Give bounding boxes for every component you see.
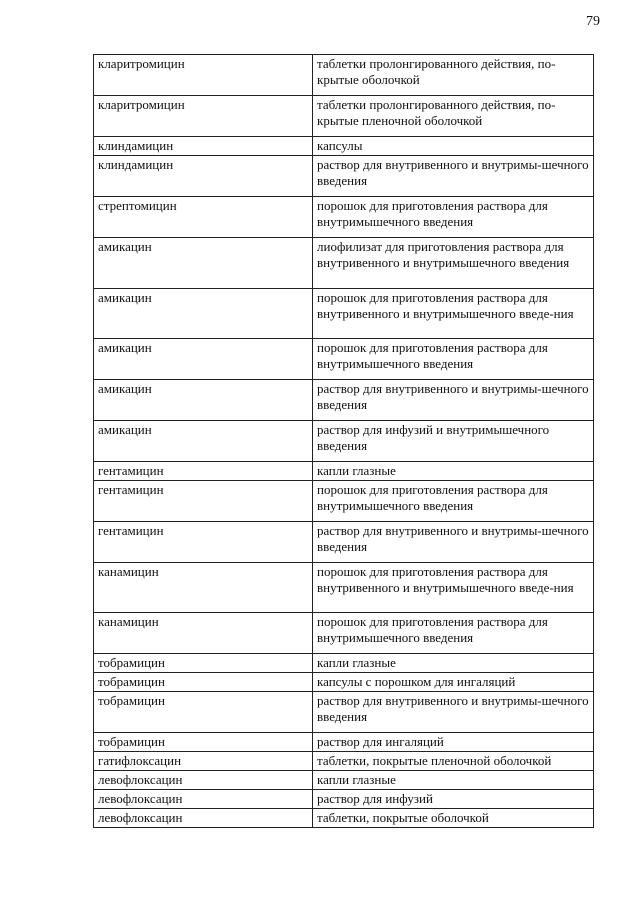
table-row — [94, 55, 594, 96]
table-row — [94, 289, 594, 339]
drug-name-cell: левофлоксацин — [94, 790, 313, 809]
dosage-form-cell: капли глазные — [313, 462, 594, 481]
drug-name-cell: гентамицин — [94, 462, 313, 481]
table-row — [94, 673, 594, 692]
drug-name-cell: гатифлоксацин — [94, 752, 313, 771]
drug-table-body — [94, 55, 594, 828]
table-row — [94, 563, 594, 613]
dosage-form-cell: раствор для внутривенного и внутримы-шечного введения — [313, 380, 594, 421]
drug-name-cell: канамицин — [94, 563, 313, 613]
dosage-form-cell: раствор для внутривенного и внутримы-шечного введения — [313, 522, 594, 563]
drug-name-cell: левофлоксацин — [94, 771, 313, 790]
table-row — [94, 462, 594, 481]
drug-name-cell: стрептомицин — [94, 197, 313, 238]
table-row — [94, 481, 594, 522]
dosage-form-cell: капсулы — [313, 137, 594, 156]
drug-name-cell: кларитромицин — [94, 55, 313, 96]
dosage-form-cell: порошок для приготовления раствора для внутривенного и внутримышечного введе-ния — [313, 289, 594, 339]
table-row — [94, 771, 594, 790]
table-row — [94, 790, 594, 809]
table-row — [94, 692, 594, 733]
dosage-form-cell: раствор для внутривенного и внутримы-шечного введения — [313, 692, 594, 733]
dosage-form-cell: капли глазные — [313, 654, 594, 673]
drug-name-cell: левофлоксацин — [94, 809, 313, 828]
dosage-form-cell: таблетки пролонгированного действия, по-крытые пленочной оболочкой — [313, 96, 594, 137]
dosage-form-cell: раствор для инфузий и внутримышечного введения — [313, 421, 594, 462]
page-number: 79 — [586, 14, 600, 29]
dosage-form-cell: порошок для приготовления раствора для внутримышечного введения — [313, 339, 594, 380]
dosage-form-cell: порошок для приготовления раствора для внутримышечного введения — [313, 197, 594, 238]
drug-name-cell: амикацин — [94, 238, 313, 289]
drug-table — [93, 54, 594, 828]
table-row — [94, 96, 594, 137]
drug-name-cell: амикацин — [94, 421, 313, 462]
dosage-form-cell: таблетки, покрытые пленочной оболочкой — [313, 752, 594, 771]
drug-name-cell: гентамицин — [94, 522, 313, 563]
table-row — [94, 752, 594, 771]
dosage-form-cell: капли глазные — [313, 771, 594, 790]
table-row — [94, 197, 594, 238]
drug-name-cell: тобрамицин — [94, 733, 313, 752]
dosage-form-cell: порошок для приготовления раствора для внутривенного и внутримышечного введе-ния — [313, 563, 594, 613]
dosage-form-cell: раствор для внутривенного и внутримы-шечного введения — [313, 156, 594, 197]
drug-name-cell: тобрамицин — [94, 673, 313, 692]
table-row — [94, 733, 594, 752]
drug-name-cell: амикацин — [94, 380, 313, 421]
table-row — [94, 809, 594, 828]
table-row — [94, 380, 594, 421]
drug-name-cell: канамицин — [94, 613, 313, 654]
table-row — [94, 421, 594, 462]
table-row — [94, 137, 594, 156]
dosage-form-cell: порошок для приготовления раствора для внутримышечного введения — [313, 481, 594, 522]
dosage-form-cell: раствор для инфузий — [313, 790, 594, 809]
table-row — [94, 654, 594, 673]
drug-name-cell: амикацин — [94, 339, 313, 380]
dosage-form-cell: лиофилизат для приготовления раствора для внутривенного и внутримышечного введения — [313, 238, 594, 289]
dosage-form-cell: капсулы с порошком для ингаляций — [313, 673, 594, 692]
drug-name-cell: кларитромицин — [94, 96, 313, 137]
dosage-form-cell: таблетки пролонгированного действия, по-крытые оболочкой — [313, 55, 594, 96]
drug-name-cell: гентамицин — [94, 481, 313, 522]
dosage-form-cell: таблетки, покрытые оболочкой — [313, 809, 594, 828]
drug-name-cell: клиндамицин — [94, 156, 313, 197]
drug-name-cell: клиндамицин — [94, 137, 313, 156]
table-row — [94, 613, 594, 654]
table-row — [94, 522, 594, 563]
table-row — [94, 156, 594, 197]
drug-name-cell: тобрамицин — [94, 654, 313, 673]
table-row — [94, 339, 594, 380]
drug-name-cell: тобрамицин — [94, 692, 313, 733]
dosage-form-cell: раствор для ингаляций — [313, 733, 594, 752]
dosage-form-cell: порошок для приготовления раствора для внутримышечного введения — [313, 613, 594, 654]
table-row — [94, 238, 594, 289]
drug-name-cell: амикацин — [94, 289, 313, 339]
